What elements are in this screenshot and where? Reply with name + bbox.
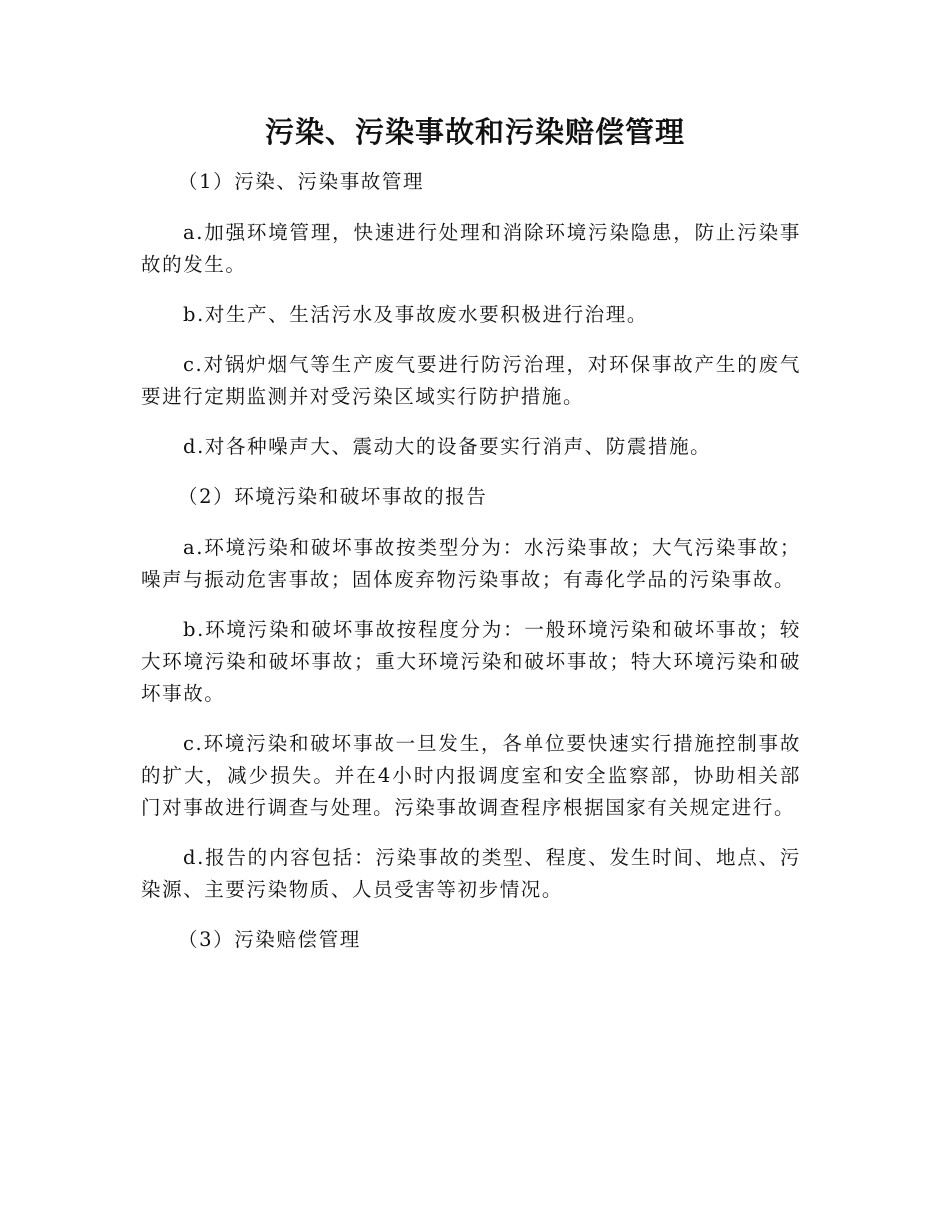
paragraph-2c: c.环境污染和破坏事故一旦发生，各单位要快速实行措施控制事故的扩大，减少损失。并在4小时内报调度室和安全监察部，协助相关部门对事故进行调查与处理。污染事故调查程序根据国家有关规定进行。 [141,732,801,819]
paragraph-2b: b.环境污染和破坏事故按程度分为：一般环境污染和破坏事故；较大环境污染和破坏事故；重大环境污染和破坏事故；特大环境污染和破坏事故。 [141,618,801,705]
section-heading-2: （2）环境污染和破坏事故的报告 [178,485,488,508]
document-body [141,166,801,975]
document-title: 污染、污染事故和污染赔偿管理 [264,115,685,149]
paragraph-1d: d.对各种噪声大、震动大的设备要实行消声、防震措施。 [183,435,712,458]
section-heading-1: （1）污染、污染事故管理 [178,170,425,193]
paragraph-1b: b.对生产、生活污水及事故废水要积极进行治理。 [183,303,648,326]
paragraph-1c: c.对锅炉烟气等生产废气要进行防污治理，对环保事故产生的废气要进行定期监测并对受污染区域实行防护措施。 [141,353,801,408]
section-heading-3: （3）污染赔偿管理 [178,928,361,951]
paragraph-1a: a.加强环境管理，快速进行处理和消除环境污染隐患，防止污染事故的发生。 [141,221,801,276]
paragraph-2d: d.报告的内容包括：污染事故的类型、程度、发生时间、地点、污染源、主要污染物质、人员受害等初步情况。 [141,846,801,901]
paragraph-2a: a.环境污染和破坏事故按类型分为：水污染事故；大气污染事故；噪声与振动危害事故；固体废弃物污染事故；有毒化学品的污染事故。 [141,536,801,591]
